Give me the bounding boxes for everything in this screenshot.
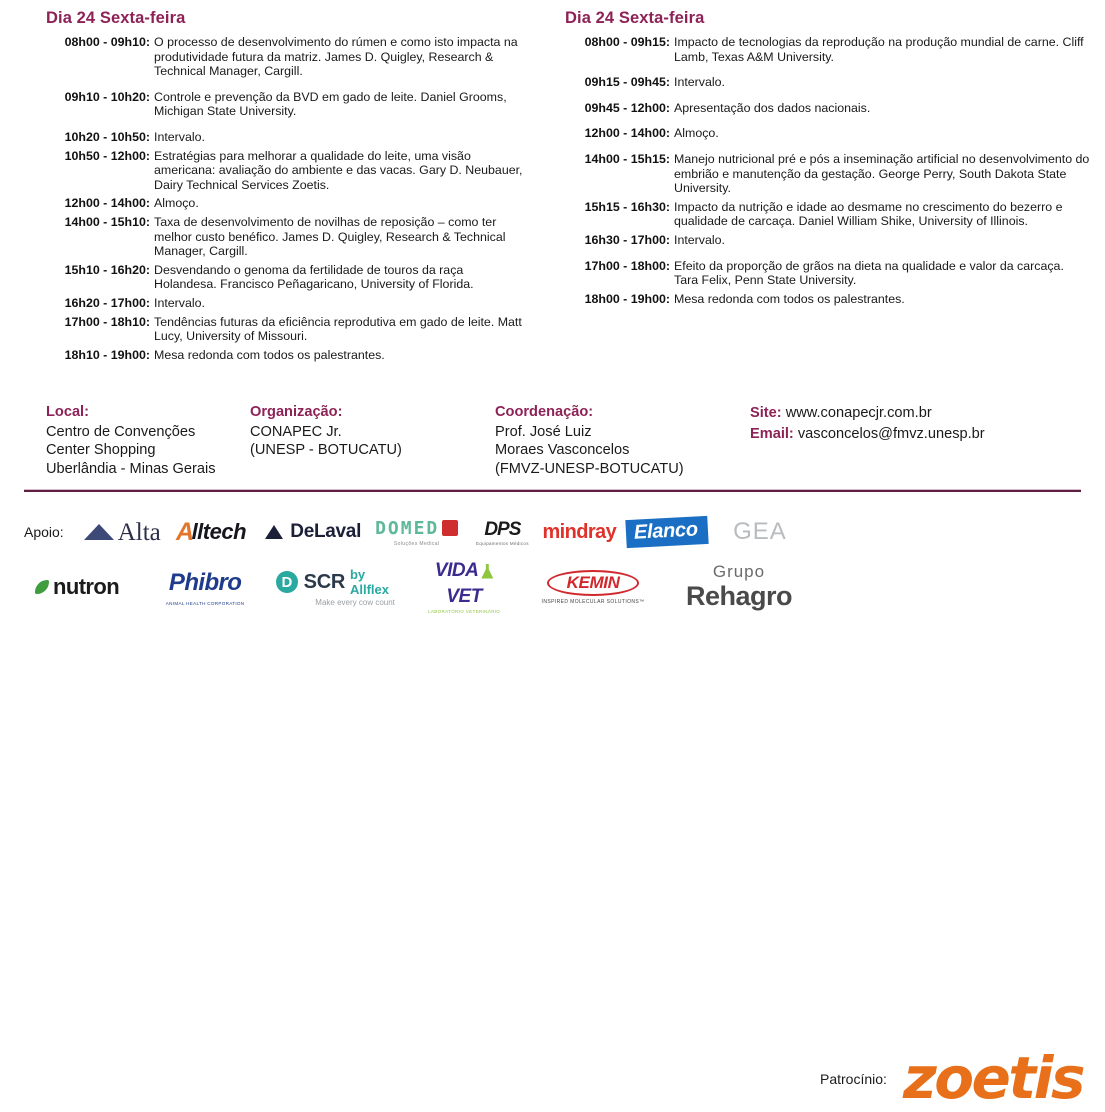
divider-dark-line	[24, 490, 1081, 492]
info-local-line-3: Uberlândia - Minas Gerais	[46, 460, 216, 477]
schedule-item	[46, 149, 529, 193]
logo-vidavet-subtitle: LABORATÓRIO VETERINÁRIO	[428, 609, 501, 614]
schedule-columns	[0, 0, 1105, 366]
schedule-item	[565, 259, 1091, 288]
logo-kemin	[524, 570, 662, 605]
schedule-item-description: Mesa redonda com todos os palestrantes.	[154, 347, 385, 362]
logo-scr-text: SCR	[303, 570, 345, 593]
schedule-item-description: Intervalo.	[154, 129, 205, 144]
contact-email-value[interactable]: vasconcelos@fmvz.unesp.br	[797, 425, 985, 442]
schedule-item	[46, 215, 529, 259]
logo-phibro-text: Phibro	[168, 568, 242, 596]
schedule-item-description: Taxa de desenvolvimento de novilhas de reposição – como ter melhor custo benéfico. James D. Quigley, Research & Technical Manager, Cargill.	[154, 214, 506, 259]
schedule-item	[46, 35, 529, 79]
info-band	[0, 403, 1105, 478]
schedule-item-time: 15h15 - 16h30:	[584, 199, 670, 214]
logo-scr-tagline: Make every cow count	[315, 598, 395, 607]
schedule-item-time: 15h10 - 16h20:	[64, 262, 150, 277]
schedule-item-time: 18h00 - 19h00:	[584, 291, 670, 306]
logo-scr-by-allflex: by Allflex	[349, 567, 389, 597]
logo-grupo-rehagro	[680, 563, 798, 610]
schedule-item	[46, 315, 529, 344]
info-coordenacao-line-1: Prof. José Luiz	[495, 423, 592, 440]
schedule-column-left	[0, 9, 535, 366]
schedule-item-time: 12h00 - 14h00:	[584, 126, 670, 141]
logo-phibro	[146, 569, 264, 606]
logo-nutron-text: nutron	[53, 574, 120, 599]
sponsor-row-2	[18, 556, 798, 618]
logo-gea-text: GEA	[733, 518, 787, 545]
logo-dps	[474, 519, 530, 546]
scr-circle-icon: D	[276, 571, 298, 593]
logo-domed	[375, 518, 458, 547]
schedule-item-time: 14h00 - 15h10:	[64, 214, 150, 229]
schedule-item-description: Desvendando o genoma da fertilidade de touros da raça Holandesa. Francisco Peñagaricano, University of Florida.	[154, 262, 474, 292]
sponsor-row-1	[24, 508, 794, 556]
day-title-left: Dia 24 Sexta-feira	[46, 9, 186, 27]
schedule-item-description: Almoço.	[674, 126, 719, 141]
logo-mindray-text: mindray	[542, 520, 617, 543]
logo-rehagro-text-main: Rehagro	[685, 581, 792, 612]
logo-elanco	[626, 518, 708, 546]
info-heading-coordenacao: Coordenação:	[495, 404, 594, 420]
schedule-item-description: Controle e prevenção da BVD em gado de leite. Daniel Grooms, Michigan State University.	[154, 89, 507, 119]
schedule-item-description: Intervalo.	[674, 232, 725, 247]
schedule-item	[565, 75, 1091, 90]
schedule-item-time: 10h50 - 12h00:	[64, 148, 150, 163]
logo-zoetis: zoetis	[902, 1044, 1084, 1112]
sponsors-area	[0, 498, 1105, 1112]
delaval-triangle-icon	[265, 525, 283, 539]
schedule-item-description: Impacto de tecnologias da reprodução na produção mundial de carne. Cliff Lamb, Texas A&M University.	[674, 35, 1084, 64]
info-heading-organizacao: Organização:	[250, 404, 343, 420]
logo-gea	[726, 518, 794, 546]
info-local-line-1: Centro de Convenções	[46, 423, 196, 440]
schedule-item-description: Mesa redonda com todos os palestrantes.	[674, 291, 905, 306]
logo-dps-subtitle: Equipamentos Médicos	[475, 540, 529, 546]
patrocinio-label: Patrocínio:	[820, 1070, 887, 1087]
info-block-contact	[750, 403, 1060, 478]
schedule-item-time: 17h00 - 18h10:	[64, 314, 150, 329]
contact-email-label: Email:	[750, 425, 794, 442]
logo-alltech-text: lltech	[191, 519, 247, 544]
schedule-item-description: Intervalo.	[674, 75, 725, 90]
logo-alta	[84, 520, 161, 545]
info-organizacao-line-1: CONAPEC Jr.	[250, 423, 342, 440]
patrocinio-block	[820, 1044, 1084, 1112]
logo-vidavet-text-1: VIDA	[434, 560, 479, 581]
day-title-right: Dia 24 Sexta-feira	[565, 9, 705, 27]
info-coordenacao-line-3: (FMVZ-UNESP-BOTUCATU)	[495, 460, 684, 477]
schedule-item	[46, 348, 529, 363]
schedule-item	[565, 126, 1091, 141]
logo-domed-subtitle: Soluções Medical	[393, 540, 440, 547]
schedule-item-description: Intervalo.	[154, 295, 205, 310]
schedule-item-description: Tendências futuras da eficiência reprodutiva em gado de leite. Matt Lucy, University of Missouri.	[154, 314, 522, 344]
logo-domed-text: DOMED	[375, 517, 440, 539]
schedule-item-time: 08h00 - 09h10:	[64, 35, 150, 49]
info-block-organizacao	[250, 403, 495, 478]
schedule-item-time: 17h00 - 18h00:	[584, 258, 670, 273]
nutron-leaf-icon	[35, 580, 49, 594]
schedule-item-description: Almoço.	[154, 196, 199, 211]
logo-alltech-initial: A	[176, 517, 194, 546]
schedule-item-description: Impacto da nutrição e idade ao desmame no crescimento do bezerro e qualidade de carcaça. Daniel William Shike, University of Illinois.	[674, 199, 1063, 229]
alta-mountain-icon	[84, 524, 114, 540]
contact-site	[750, 403, 1060, 424]
logo-phibro-subtitle: ANIMAL HEALTH CORPORATION	[165, 600, 245, 606]
logo-nutron	[18, 574, 136, 600]
schedule-item-time: 08h00 - 09h15:	[584, 35, 670, 49]
logo-alta-text: Alta	[117, 518, 161, 546]
logo-dps-text: DPS	[484, 518, 521, 540]
vidavet-flask-icon	[481, 564, 493, 579]
schedule-item-time: 12h00 - 14h00:	[64, 196, 150, 211]
schedule-item	[565, 292, 1091, 307]
schedule-item	[46, 263, 529, 292]
schedule-item	[565, 101, 1091, 116]
schedule-item-time: 09h45 - 12h00:	[584, 100, 670, 115]
contact-email	[750, 424, 1060, 445]
schedule-item-time: 16h20 - 17h00:	[64, 295, 150, 310]
logo-vidavet	[420, 560, 508, 614]
schedule-item-description: Manejo nutricional pré e pós a inseminação artificial no desenvolvimento do embrião e manutenção da gestação. George Perry, South Dakota State University.	[674, 151, 1090, 196]
section-divider	[24, 489, 1081, 493]
schedule-item	[46, 296, 529, 311]
schedule-item-description: Estratégias para melhorar a qualidade do leite, uma visão americana: avaliação do ambiente e das vacas. Gary D. Neubauer, Dairy Technical Services Zoetis.	[154, 148, 523, 192]
schedule-item	[565, 233, 1091, 248]
schedule-item-description: Apresentação dos dados nacionais.	[674, 100, 871, 115]
schedule-column-right	[535, 9, 1105, 366]
schedule-item-time: 18h10 - 19h00:	[64, 347, 150, 362]
info-organizacao-line-2: (UNESP - BOTUCATU)	[250, 442, 402, 458]
domed-square-icon	[442, 520, 458, 536]
logo-delaval	[265, 521, 361, 543]
contact-site-value[interactable]: www.conapecjr.com.br	[785, 405, 932, 421]
schedule-item-description: O processo de desenvolvimento do rúmen e como isto impacta na produtividade futura da matriz. James D. Quigley, Research & Technical Manager, Cargill.	[154, 35, 518, 79]
info-heading-local: Local:	[46, 404, 89, 420]
info-block-local	[0, 403, 250, 478]
logo-delaval-text: DeLaval	[290, 521, 362, 542]
logo-kemin-tagline: INSPIRED MOLECULAR SOLUTIONS™	[541, 598, 645, 605]
schedule-item	[46, 130, 529, 145]
logo-mindray	[543, 521, 617, 544]
contact-site-label: Site:	[750, 405, 782, 421]
logo-scr-allflex	[276, 567, 406, 607]
schedule-list-left	[46, 35, 529, 362]
schedule-item-time: 14h00 - 15h15:	[584, 151, 670, 166]
logo-vidavet-text-2: VET	[446, 586, 482, 607]
info-coordenacao-line-2: Moraes Vasconcelos	[495, 442, 630, 458]
schedule-item	[46, 90, 529, 119]
schedule-item-time: 09h10 - 10h20:	[64, 89, 150, 104]
schedule-list-right	[565, 35, 1091, 306]
schedule-item-description: Efeito da proporção de grãos na dieta na qualidade e valor da carcaça. Tara Felix, Penn State University.	[674, 258, 1064, 288]
schedule-item	[565, 35, 1091, 64]
schedule-item-time: 09h15 - 09h45:	[584, 75, 670, 90]
schedule-item-time: 16h30 - 17h00:	[584, 232, 670, 247]
logo-kemin-text: KEMIN	[547, 570, 640, 596]
schedule-item	[565, 200, 1091, 229]
schedule-item	[46, 196, 529, 211]
logo-rehagro-text-top: Grupo	[712, 562, 766, 582]
apoio-label: Apoio:	[24, 524, 64, 540]
logo-alltech	[175, 517, 248, 546]
info-block-coordenacao	[495, 403, 750, 478]
logo-elanco-text: Elanco	[625, 516, 708, 548]
schedule-item-time: 10h20 - 10h50:	[64, 129, 150, 144]
info-local-line-2: Center Shopping	[46, 442, 156, 458]
schedule-item	[565, 152, 1091, 196]
